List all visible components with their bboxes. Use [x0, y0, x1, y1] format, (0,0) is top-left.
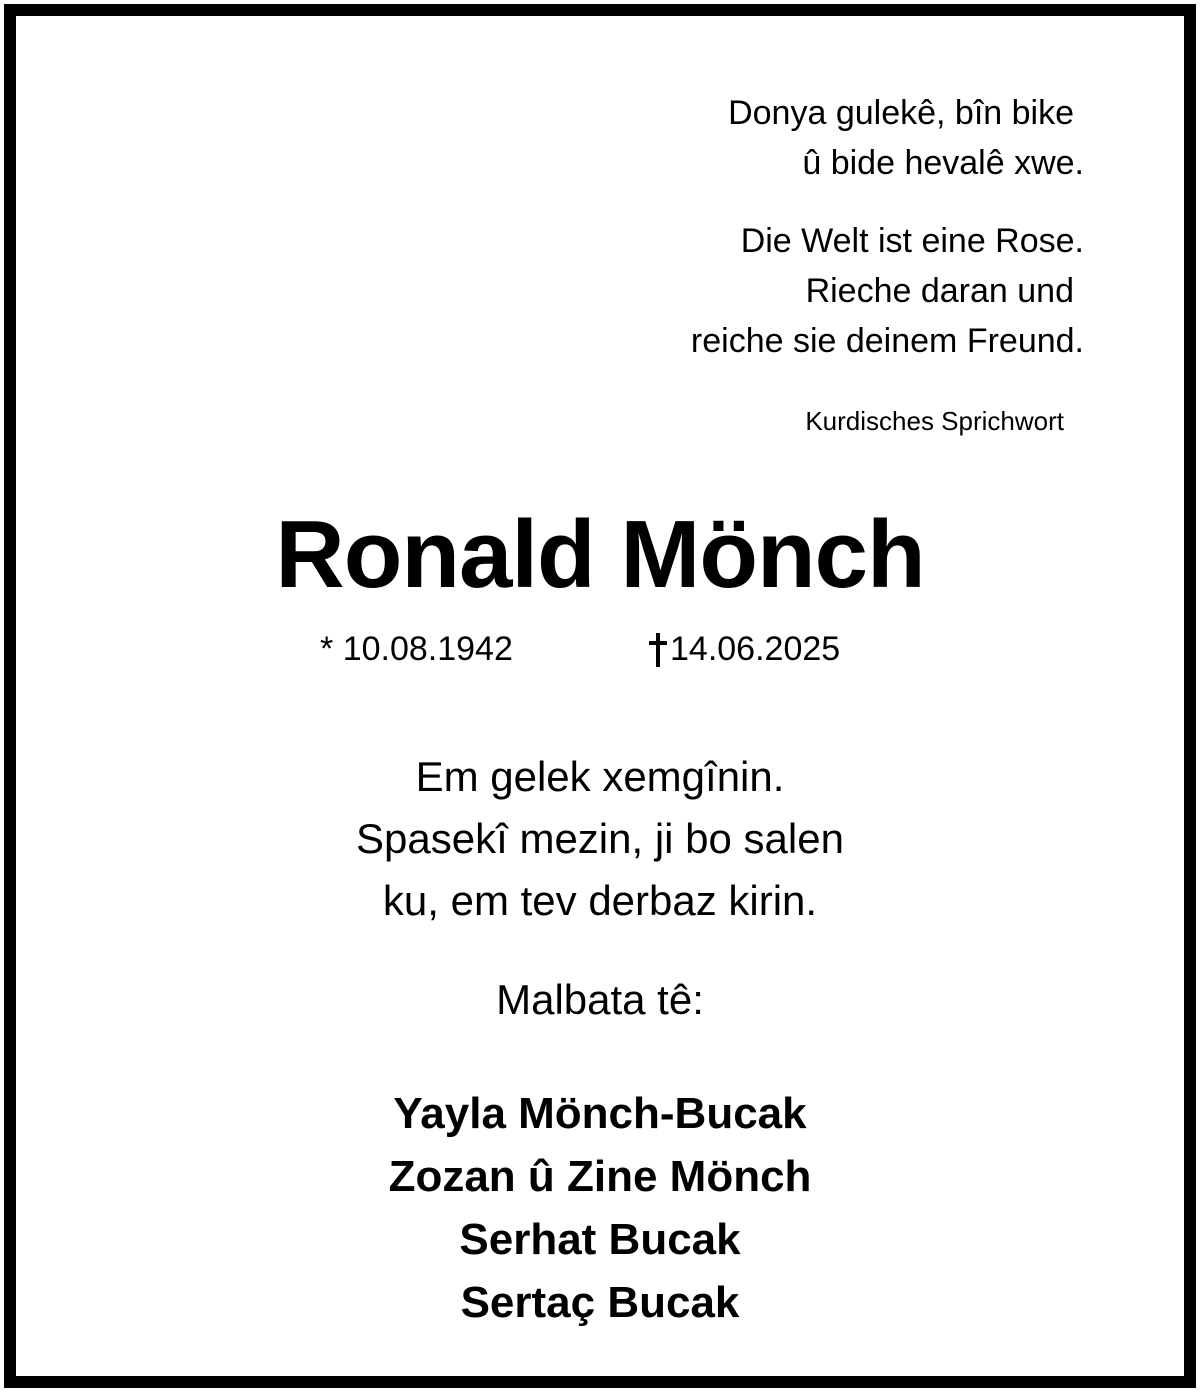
german-proverb-line-3: reiche sie deinem Freund.: [690, 322, 1084, 360]
german-proverb-line-2: Rieche daran und: [805, 272, 1074, 310]
condolence-message: [16, 746, 1184, 932]
latin-cross-icon: [648, 631, 668, 681]
family-member: Zozan û Zine Mönch: [388, 1152, 812, 1201]
german-proverb: [691, 216, 1084, 366]
family-member: Yayla Mönch-Bucak: [393, 1089, 807, 1138]
german-proverb-line-1: Die Welt ist eine Rose.: [740, 222, 1084, 260]
death-date: 14.06.2025: [670, 630, 841, 668]
kurdish-proverb-line-1: Donya gulekê, bîn bike: [728, 94, 1074, 132]
deceased-name: Ronald Mönch: [275, 501, 925, 608]
birth-symbol: *: [320, 630, 334, 668]
birth-date-group: [320, 624, 513, 674]
kurdish-proverb: [728, 88, 1084, 188]
family-members: [16, 1082, 1184, 1334]
life-dates: [16, 624, 1184, 674]
message-line-2: Spasekî mezin, ji bo salen: [356, 815, 844, 862]
kurdish-proverb-line-2: û bide hevalê xwe.: [802, 144, 1084, 182]
proverb-source: Kurdisches Sprichwort: [805, 406, 1064, 436]
message-line-1: Em gelek xemgînin.: [415, 753, 785, 800]
obituary-frame: [4, 4, 1196, 1388]
death-date-group: [648, 624, 840, 681]
birth-date: 10.08.1942: [342, 630, 513, 668]
family-member: Serhat Bucak: [459, 1215, 741, 1264]
message-line-3: ku, em tev derbaz kirin.: [382, 877, 818, 924]
family-label: Malbata tê:: [496, 976, 704, 1023]
family-member: Sertaç Bucak: [460, 1278, 740, 1327]
